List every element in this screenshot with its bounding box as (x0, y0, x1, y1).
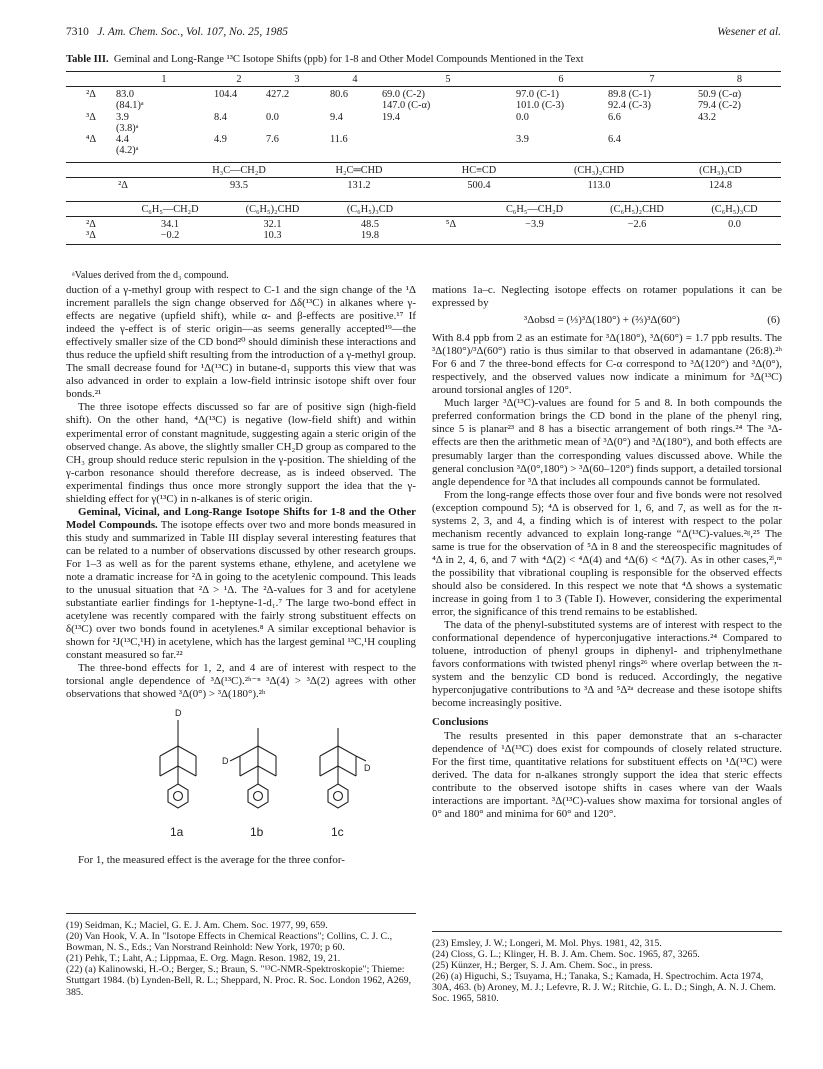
equation-number: (6) (767, 314, 780, 327)
table-col-header: 1 (114, 72, 212, 87)
reference-item: (19) Seidman, K.; Maciel, G. E. J. Am. Chem. Soc. 1977, 99, 659. (66, 920, 328, 931)
figure-label-1b: 1b (250, 824, 264, 839)
page-header (66, 26, 781, 42)
equation-6 (432, 314, 782, 328)
table-row (66, 134, 781, 158)
journal-citation: J. Am. Chem. Soc., Vol. 107, No. 25, 1985 (97, 26, 288, 38)
table-cell: 32.1 (263, 219, 282, 231)
table-col-header: (C₆H₅)₃CD (319, 202, 419, 217)
reference-item: (21) Pehk, T.; Laht, A.; Lippmaa, E. Org. Magn. Reson. 1982, 19, 21. (66, 953, 341, 965)
table-cell: 4.4 (4.2)ᵃ (116, 134, 139, 157)
table-cell: 8.4 (214, 111, 227, 123)
table-row (66, 230, 781, 244)
conclusions-heading: Conclusions (432, 716, 489, 729)
paragraph: The three-bond effects for 1, 2, and 4 are of interest with respect to the torsional angle dependence of ³Δ(¹³C).²ʰ⁻ⁿ ³Δ(4) > ³Δ(2) agrees with other observations that showed ³Δ(0°) > ³Δ(180°).²ʰ (66, 662, 416, 701)
table-cell: 6.6 (608, 111, 621, 123)
table-col-header: C₆H₅—CH₂D (481, 202, 586, 217)
paragraph: From the long-range effects those over four and five bonds were not resolved (exception compound 5); ⁴Δ is observed for 1, 6, and 7, as well as for the π-systems 2, 3, and 4, a finding which is of interest with respect to the polar mechanism recently advanced to explain long-range “Δ(¹³C)-values.²ᵍ,²⁵ The same is true for the observation of ⁵Δ in 8 and the stereospecific magnitudes of ⁴Δ in 2, 4, 6, and 7 with ⁴Δ(2) < ⁴Δ(4) and ⁴Δ(6) < ⁴Δ(7). As in other cases,²ˡ,ᵐ the possibility that vibrational coupling is responsible for the observed effects should also be considered. In this respect we note that ⁴Δ shows a systematic increase in going from 1 to 3 (Table I). However, considering the experimental error, the significance of this trend remains to be established. (432, 488, 782, 619)
table-cell: 124.8 (708, 180, 733, 192)
conformer-1b (230, 728, 276, 808)
table-cell: 500.4 (467, 180, 491, 192)
table-col-header: C₆H₅—CH₂D (114, 202, 224, 217)
references-left (66, 913, 416, 998)
paragraph: The data of the phenyl-substituted systems are of interest with respect to the conformational dependence of hyperconjugative interactions.²⁴ Compared to toluene, introduction of phenyl groups in diphenyl- and triphenylmethane favors conformations with twisted phenyl rings²⁶ where overlap between the π-system and the benzylic CD bond is reduced. Accordingly, the negative hyperconjugative contributions to ³Δ and ⁵Δ²ᵃ decrease and these isotope shifts become increasingly positive. (432, 619, 782, 710)
conformer-figure (66, 706, 416, 854)
table-cell: 19.4 (382, 111, 401, 123)
reference-item: (26) (a) Higuchi, S.; Tsuyama, H.; Tanaka, S.; Kamada, H. Spectrochim. Acta 1974, 30A, 463. (b) Aroney, M. J.; Lefevre, R. J. W.; Ritchie, G. L. D.; Singh, A. N. J. Chem. Soc. 1965, 5810. (432, 971, 776, 1005)
table-caption (66, 54, 781, 65)
paragraph: mations 1a–c. Neglecting isotope effects on rotamer populations it can be expressed by (432, 284, 782, 310)
row-label: ²Δ (86, 219, 96, 231)
table-cell: 50.9 (C-α) 79.4 (C-2) (698, 89, 742, 112)
table-cell: 43.2 (698, 111, 717, 123)
table-cell: 97.0 (C-1) 101.0 (C-3) (516, 89, 565, 112)
table-cell: 104.4 (214, 89, 238, 101)
table-cell: 131.2 (347, 180, 371, 192)
table-cell: 93.5 (229, 180, 249, 192)
table-cell: 4.9 (214, 134, 227, 146)
table-col-header: 2 (212, 72, 264, 87)
row-label: ²Δ (86, 89, 96, 101)
table-row (66, 112, 781, 134)
table-cell: −0.2 (114, 230, 224, 244)
paragraph: With 8.4 ppb from 2 as an estimate for ³Δ(180°), ³Δ(60°) = 1.7 ppb results. The ³Δ(180°)/³Δ(60°) ratio is thus similar to that observed in adamantane (26:8).²ʰ For 6 and 7 the three-bond effects for C-α correspond to ³Δ(120°) and ³Δ(0°), respectively, and the observed values now indicate a minimum for ³Δ(¹³C) around torsional angles of 120°. (432, 332, 782, 397)
row-label: ³Δ (86, 111, 96, 123)
table-cell: 0.0 (728, 219, 741, 231)
phenyl-compounds-table (66, 201, 781, 245)
table-cell (380, 134, 514, 158)
equation-expression: ³Δobsd = (⅓)³Δ(180°) + (⅔)³Δ(60°) (524, 314, 680, 327)
paragraph: duction of a γ-methyl group with respect to C-1 and the sign change of the ¹Δ increment parallels the sign change observed for Δδ(¹³C) in alkanes where γ-effects are negative (upfield shift), while α- and β-effects are positive.¹⁷ If indeed the γ-effect is of steric origin—as seems generally accepted¹⁹—the effectively smaller size of the CD bond²⁰ should diminish these interactions and thus reduce the upfield shift resulting from the introduction of a γ-methyl group. The small decrease found for ¹Δ(¹³C) in butane-d₁ supports this view that was also advanced in order to explain a low-field intrinsic isotope shift over four bonds.²¹ (66, 284, 416, 401)
table-cell: −2.6 (627, 219, 647, 231)
table-col-header: 6 (514, 72, 606, 87)
table-cell: 3.9 (3.8)ᵃ (116, 111, 139, 134)
table-title: Geminal and Long-Range ¹³C Isotope Shifts (ppb) for 1-8 and Other Model Compounds Mentioned in the Text (113, 54, 584, 65)
table-footnote: ᵃValues derived from the d₃ compound. (72, 270, 229, 281)
table-row (66, 87, 781, 112)
table-cell: 80.6 (330, 89, 349, 101)
reference-item: (22) (a) Kalinowski, H.-O.; Berger, S.; Braun, S. "¹³C-NMR-Spektroskopie"; Thieme: Stuttgart 1984. (b) Lynden-Bell, R. L.; Sheppard, N. Proc. R. Soc. London 1962, A269, 385. (66, 964, 412, 998)
table-cell: 9.4 (330, 111, 343, 123)
table-cell: 427.2 (266, 89, 290, 101)
reference-item: (24) Closs, G. L.; Klinger, H. B. J. Am. Chem. Soc. 1965, 87, 3265. (432, 949, 700, 961)
conformer-1c (320, 728, 366, 808)
table-cell: 89.8 (C-1) 92.4 (C-3) (608, 89, 651, 112)
table-cell: −3.9 (525, 219, 544, 231)
deuterium-label: D (175, 707, 182, 718)
page-number: 7310 (66, 26, 89, 38)
figure-label-1c: 1c (331, 824, 344, 839)
header-left (66, 26, 288, 38)
table-cell: 48.5 (360, 219, 380, 231)
paragraph: The three isotope effects discussed so far are of positive sign (high-field shift). On the other hand, ⁴Δ(¹³C) is negative (low-field shift) and within experimental error of constant magnitude, suggesting again a steric origin of the observed change. As above, the slightly smaller CH₂D group as compared to the CH₃ group should reduce steric repulsion in the γ-position. The shielding of the γ-carbon resonance should therefore decrease, as is indeed observed. The experimental findings thus once more strongly support the idea that the γ-shielding effect for γ(¹³C) in n-alkanes is of steric origin. (66, 401, 416, 505)
table-cell: 0.0 (266, 111, 279, 123)
table-row (66, 178, 781, 192)
table-cell: 113.0 (587, 180, 611, 192)
figure-label-1a: 1a (170, 824, 184, 839)
table-cell: 69.0 (C-2) 147.0 (C-α) (382, 89, 431, 112)
table-col-header: 7 (606, 72, 696, 87)
table-col-header: (CH₃)₃CD (658, 163, 781, 178)
table-cell: 11.6 (330, 134, 348, 146)
table-col-header: 8 (696, 72, 781, 87)
table-col-header (66, 72, 114, 87)
reference-item: (23) Emsley, J. W.; Longeri, M. Mol. Phys. 1981, 42, 315. (432, 938, 662, 949)
table-cell: 3.9 (516, 134, 529, 146)
paragraph: For 1, the measured effect is the average for the three confor- (78, 853, 345, 866)
table-col-header: HC≡CD (418, 163, 538, 178)
table-cell: 7.6 (266, 134, 279, 146)
deuterium-label: D (222, 755, 229, 766)
section-heading: Geminal, Vicinal, and Long-Range Isotope Shifts for 1-8 and the Other Model Compounds. (66, 505, 416, 531)
table-cell: 10.3 (224, 230, 319, 244)
references-right (432, 931, 782, 1005)
table-col-header (419, 202, 481, 217)
table-col-header: (C₆H₅)₃CD (686, 202, 781, 217)
table-col-header: (CH₃)₂CHD (538, 163, 658, 178)
table-col-header: 4 (328, 72, 380, 87)
left-column (66, 284, 416, 867)
model-compounds-table (66, 162, 781, 191)
table-cell: 6.4 (608, 134, 621, 146)
reference-item: (25) Künzer, H.; Berger, S. J. Am. Chem. Soc., in press. (432, 960, 653, 972)
table-col-header: H₃C—CH₂D (178, 163, 298, 178)
reference-item: (20) Van Hook, V. A. In "Isotope Effects in Chemical Reactions"; Collins, C. J. C., Bowman, N. S., Eds.; Van Norstrand Reinhold: New York, 1970; p 60. (66, 931, 393, 954)
table-cell: 19.8 (319, 230, 419, 244)
table-cell: 0.0 (516, 111, 529, 123)
paragraph: Much larger ³Δ(¹³C)-values are found for 5 and 8. In both compounds the preferred conformation brings the CD bond in the plane of the phenyl ring, since 5 is planar²³ and 8 has a bisectic arrangement of both rings.²⁴ The ³Δ-effects are then the arithmetic mean of ³Δ(0°) and ³Δ(180°), and both effects are presumably larger than the corresponding values discussed above. While the general conclusion ³Δ(0°,180°) > ³Δ(60–120°) finds support, a detailed torsional angle dependence for ³Δ that includes all compounds cannot be formulated. (432, 397, 782, 488)
row-label: ²Δ (118, 180, 128, 192)
conformer-1a (160, 720, 196, 808)
right-column (432, 284, 782, 821)
table-col-header: (C₆H₅)₂CHD (224, 202, 319, 217)
table-col-header: H₂C═CHD (298, 163, 418, 178)
row-label: ³Δ (66, 230, 114, 244)
isotope-shift-table (66, 71, 781, 158)
table-header-row (66, 202, 781, 217)
table-cell (696, 134, 781, 158)
table-cell: 34.1 (160, 219, 180, 231)
table-col-header: 5 (380, 72, 514, 87)
deuterium-label: D (364, 762, 371, 773)
table-header-row (66, 163, 781, 178)
row-label: ⁴Δ (85, 134, 97, 146)
newman-projections (146, 706, 376, 852)
row-label: ⁵Δ (445, 219, 457, 231)
table-cell: 83.0 (84.1)ᵃ (116, 89, 144, 112)
paragraph: The results presented in this paper demonstrate that an s-character dependence of ¹Δ(¹³C) does exist for compounds of closely related structure. For the first time, quantitative relations for substituent effects on ¹Δ(¹³C) were derived. The data for n-alkanes strongly support the idea that steric effects contribute to the observed isotope shifts in cases where van der Waals interactions are important. ³Δ(¹³C)-values show maxima for torsional angles of 0° and 180° and minima for 60° and 120°. (432, 729, 782, 820)
table-label: Table III. (66, 54, 109, 65)
table-col-header: 3 (264, 72, 328, 87)
header-authors: Wesener et al. (717, 26, 781, 38)
table-col-header: (C₆H₅)₂CHD (586, 202, 686, 217)
table-row (66, 217, 781, 231)
paragraph: Geminal, Vicinal, and Long-Range Isotope Shifts for 1-8 and the Other Model Compounds. The isotope effects over two and more bonds measured in this study and summarized in Table III display several interesting features that can be related to a number of observations discussed by other research groups. For 1–3 as well as for the parent systems ethane, ethylene, and acetylene we note a dramatic increase for ²Δ in going to the acetylenic compound. This leads to the unusual situation that ²Δ > ¹Δ. The ²Δ-values for 3 and for acetylene substantiate earlier findings for 1-heptyne-1-d₁.⁷ The large two-bond effect in acetylene was recently compared with the fairly strong substituent effects on δ(¹³C) over two bonds found in acetylenes.⁸ A similar exceptional behavior is shown for ²J(¹³C,¹H) in acetylene, which has the largest geminal ¹³C,¹H coupling constant measured so far.²² (66, 505, 416, 662)
table-header-row (66, 72, 781, 87)
